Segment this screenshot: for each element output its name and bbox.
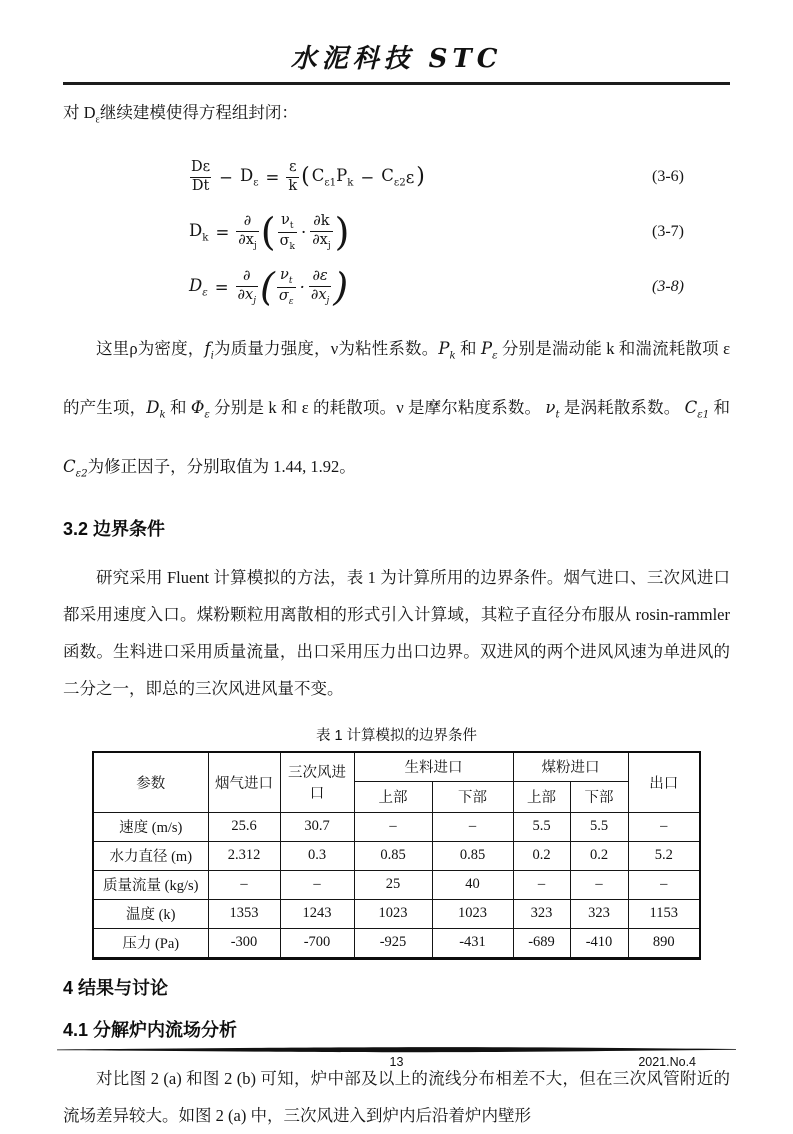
table-cell: 25 bbox=[354, 870, 432, 899]
table-cell: – bbox=[208, 870, 280, 899]
table-cell: 40 bbox=[432, 870, 513, 899]
equation-number: (3-8) bbox=[652, 278, 684, 296]
row-label: 速度 (m/s) bbox=[93, 812, 208, 841]
paragraph-3-2: 研究采用 Fluent 计算模拟的方法，表 1 为计算所用的边界条件。烟气进口、三次风进口都采用速度入口。煤粉颗粒用离散相的形式引入计算域，其粒子直径分布服从 rosin-rammler 函数。生料进口采用质量流量，出口采用压力出口边界。双进风的两个进风风速为单进风的二分之一，即总的三次风进风量不变。 bbox=[63, 568, 730, 699]
fraction: $\frac{\partial}{\partial x_j}$ bbox=[238, 213, 257, 251]
col-header-param: 参数 bbox=[93, 752, 208, 813]
page-number: 13 bbox=[389, 1055, 404, 1069]
equation-number: (3-7) bbox=[652, 223, 684, 241]
fraction: $\frac{D\varepsilon}{Dt}$ bbox=[191, 159, 211, 194]
table-cell: -925 bbox=[354, 928, 432, 958]
table-cell: 0.85 bbox=[432, 841, 513, 870]
subheader-upper: 上部 bbox=[354, 781, 432, 812]
table-cell: 0.85 bbox=[354, 841, 432, 870]
table-row bbox=[93, 812, 700, 841]
table-cell: 5.5 bbox=[570, 812, 628, 841]
table-cell: – bbox=[432, 812, 513, 841]
table-cell: -431 bbox=[432, 928, 513, 958]
col-header-outlet: 出口 bbox=[628, 752, 700, 813]
table-cell: – bbox=[628, 870, 700, 899]
symbols-paragraph: 这里ρ为密度，$f_i$为质量力强度，ν为粘性系数。$P_k$ 和 $P_\varepsilon$ 分别是湍动能 k 和湍流耗散项 ε 的产生项，$D_k$ 和 $\Phi_\varepsilon$ 分别是 k 和 ε 的耗散项。ν 是摩尔粘度系数。 $\nu_t$ 是涡耗散系数。 $C_{\varepsilon 1}$ 和 $C_{\varepsilon 2}$为修正因子，分别取值为 1.44, 1.92。 bbox=[63, 338, 731, 480]
table-cell: 0.3 bbox=[280, 841, 354, 870]
section-heading-4: 4 结果与讨论 bbox=[63, 977, 169, 998]
table-cell: -700 bbox=[280, 928, 354, 958]
table-cell: 323 bbox=[513, 899, 570, 928]
table-cell: 323 bbox=[570, 899, 628, 928]
table-cell: 5.2 bbox=[628, 841, 700, 870]
table-cell: – bbox=[570, 870, 628, 899]
fraction: $\frac{\varepsilon}{k}$ bbox=[288, 159, 298, 194]
table-cell: 1153 bbox=[628, 899, 700, 928]
fraction: $\frac{\partial}{\partial x_j}$ bbox=[237, 268, 257, 306]
table-cell: 890 bbox=[628, 928, 700, 958]
subheader-upper: 上部 bbox=[513, 781, 570, 812]
table-cell: 30.7 bbox=[280, 812, 354, 841]
fraction: $\frac{\partial\varepsilon}{\partial x_j}$ bbox=[310, 268, 330, 306]
table-header-row bbox=[93, 752, 700, 782]
col-header-coal: 煤粉进口 bbox=[513, 752, 628, 782]
table-cell: -689 bbox=[513, 928, 570, 958]
row-label: 水力直径 (m) bbox=[93, 841, 208, 870]
intro-paragraph bbox=[63, 99, 730, 133]
issue-number: 2021.No.4 bbox=[638, 1055, 696, 1069]
journal-title: 水泥科技 STC bbox=[290, 44, 503, 74]
boundary-conditions-table bbox=[92, 751, 701, 960]
paragraph-4-1: 对比图 2 (a) 和图 2 (b) 可知，炉中部及以上的流线分布相差不大，但在三次风管附近的流场差异较大。如图 2 (a) 中，三次风进入到炉内后沿着炉内壁形 bbox=[63, 1068, 730, 1125]
subheader-lower: 下部 bbox=[570, 781, 628, 812]
row-label: 温度 (k) bbox=[93, 899, 208, 928]
table-cell: 25.6 bbox=[208, 812, 280, 841]
col-header-tertiary-air: 三次风进口 bbox=[280, 752, 354, 813]
table-row bbox=[93, 841, 700, 870]
section-heading-4-1: 4.1 分解炉内流场分析 bbox=[63, 1019, 238, 1040]
table-cell: 1353 bbox=[208, 899, 280, 928]
table-cell: -410 bbox=[570, 928, 628, 958]
table-row bbox=[93, 899, 700, 928]
table-cell: – bbox=[628, 812, 700, 841]
table-cell: – bbox=[513, 870, 570, 899]
intro-subscript: ε bbox=[95, 114, 100, 126]
equation-number: (3-6) bbox=[652, 168, 684, 186]
table-caption: 表 1 计算模拟的边界条件 bbox=[315, 727, 478, 744]
table-cell: -300 bbox=[208, 928, 280, 958]
footer-text-row bbox=[57, 1055, 736, 1071]
table-cell: 2.312 bbox=[208, 841, 280, 870]
footer-divider-line bbox=[57, 1045, 736, 1054]
table-cell: 1023 bbox=[432, 899, 513, 928]
equation-block bbox=[63, 150, 730, 315]
fraction: $\frac{\nu_t}{\sigma_\varepsilon}$ bbox=[278, 267, 294, 307]
section-heading-3-2: 3.2 边界条件 bbox=[63, 519, 166, 540]
table-cell: 0.2 bbox=[513, 841, 570, 870]
table-row bbox=[93, 928, 700, 958]
table-row bbox=[93, 870, 700, 899]
fraction: $\frac{\partial k}{\partial x_j}$ bbox=[312, 213, 331, 251]
intro-text: 对 D bbox=[63, 103, 96, 122]
page-footer bbox=[57, 1045, 736, 1071]
table-cell: 5.5 bbox=[513, 812, 570, 841]
table-cell: – bbox=[354, 812, 432, 841]
col-header-raw-meal: 生料进口 bbox=[354, 752, 513, 782]
row-label: 质量流量 (kg/s) bbox=[93, 870, 208, 899]
col-header-flue-gas: 烟气进口 bbox=[208, 752, 280, 813]
page-header bbox=[63, 0, 730, 85]
intro-text-rest: 继续建模使得方程组封闭： bbox=[99, 103, 298, 122]
table-cell: 0.2 bbox=[570, 841, 628, 870]
table-cell: 1243 bbox=[280, 899, 354, 928]
row-label: 压力 (Pa) bbox=[93, 928, 208, 958]
table-cell: 1023 bbox=[354, 899, 432, 928]
equation-3-8: $D_\varepsilon$ = $\frac{\partial}{\partial x_j}$ ( $\frac{\nu_t}{\sigma_\varepsilon}$ · $\frac{\partial\varepsilon}{\partial x_j}$ ) (3-8) bbox=[189, 265, 684, 310]
fraction: $\frac{\nu_t}{\sigma_k}$ bbox=[279, 212, 295, 252]
subheader-lower: 下部 bbox=[432, 781, 513, 812]
equation-3-7: $D_k$ = $\frac{\partial}{\partial x_j}$ ( $\frac{\nu_t}{\sigma_k}$ · $\frac{\partial k}{\partial x_j}$ ) (3-7) bbox=[189, 210, 684, 255]
table-cell: – bbox=[280, 870, 354, 899]
equation-3-6: $\frac{D\varepsilon}{Dt}$ − $D_\varepsilon$ = $\frac{\varepsilon}{k}$ ( $C_{\varepsilon 1}$ $P_k$ − $C_{\varepsilon 2}$ ε ) (3-6) bbox=[191, 159, 684, 194]
